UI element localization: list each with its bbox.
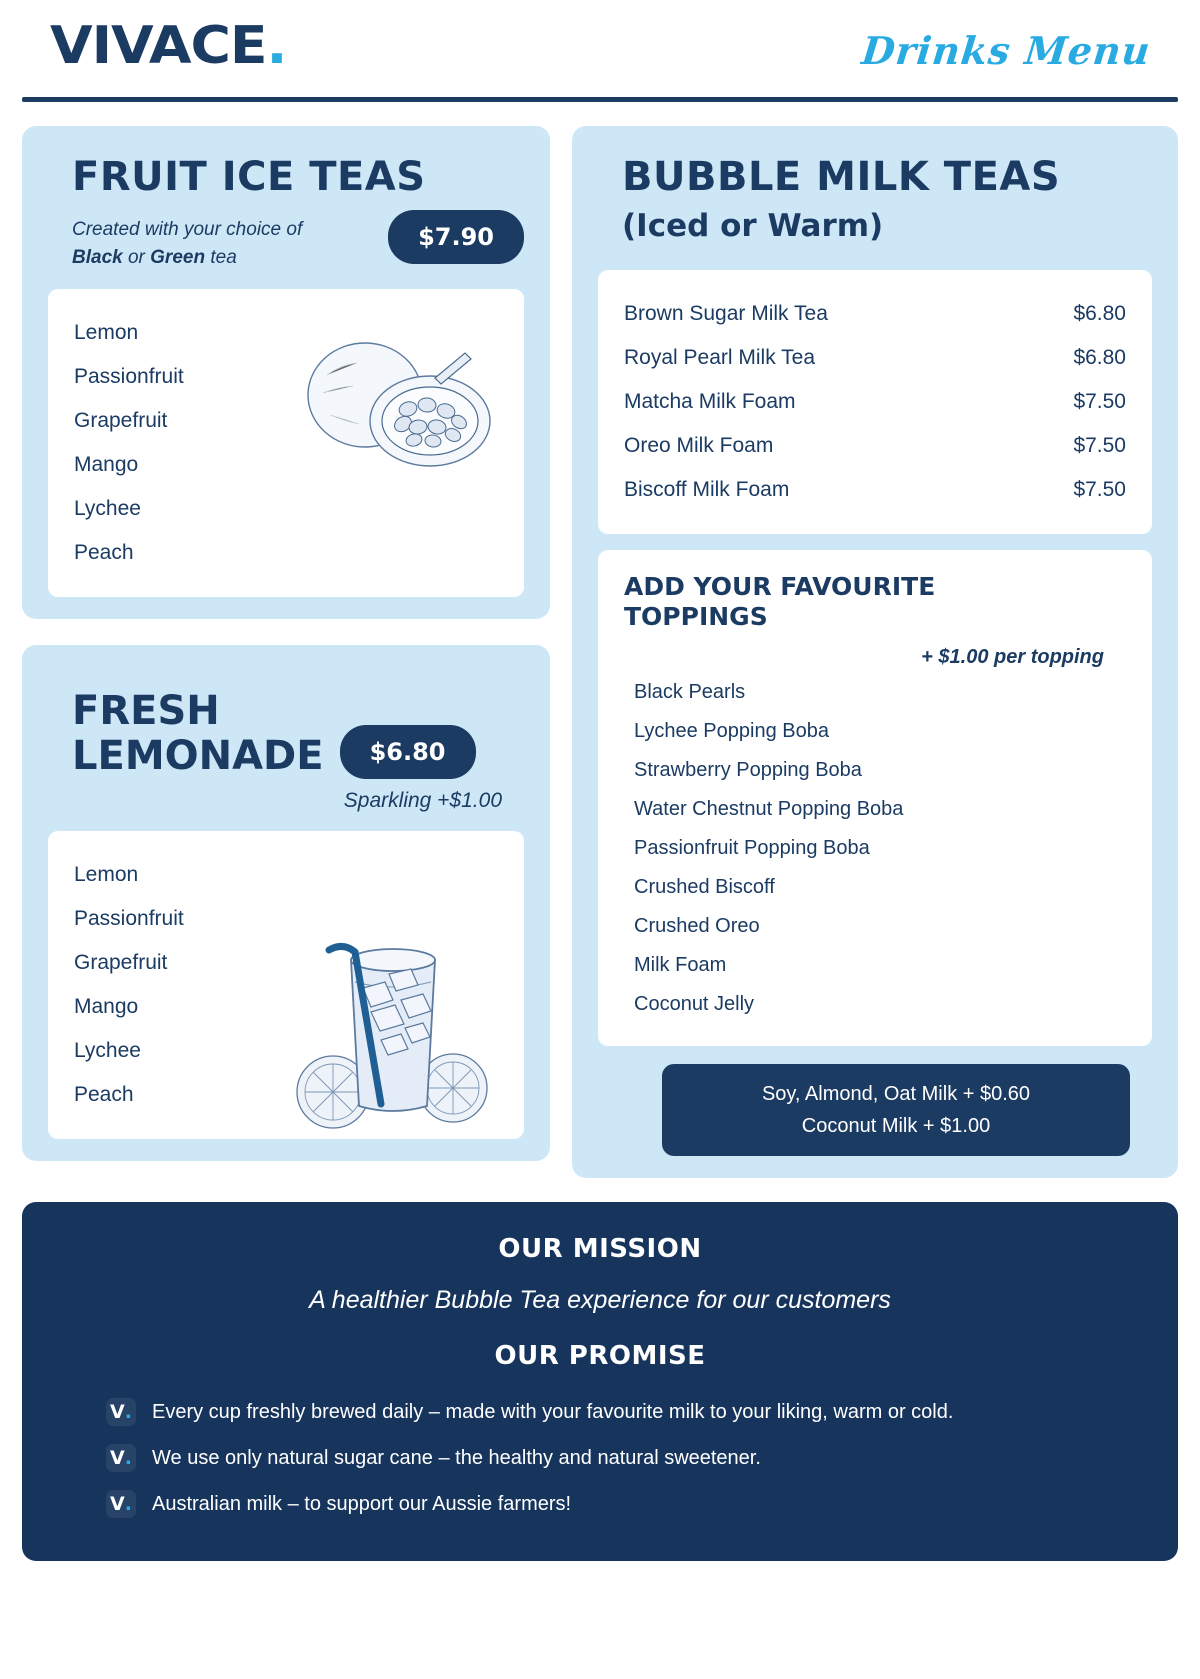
toppings-list [624,673,1126,1024]
fruit-ice-teas-subtitle-row [72,210,524,271]
list-item: Passionfruit [74,907,184,931]
list-item: Lychee Popping Boba [634,720,829,743]
vivace-bullet-icon [106,1398,136,1426]
bubble-milk-teas-list-card [598,270,1152,534]
list-item: Milk Foam [634,954,727,977]
item-price: $6.80 [1073,302,1126,326]
item-name: Royal Pearl Milk Tea [624,346,816,370]
right-column [572,126,1178,1178]
menu-columns [22,126,1178,1178]
list-item: Peach [74,1083,134,1107]
fruit-ice-teas-flavours-card [48,289,524,597]
milk-option-coconut: Coconut Milk + $1.00 [801,1115,991,1138]
promise-text: We use only natural sugar cane – the healthy and natural sweetener. [152,1446,761,1469]
fruit-ice-teas-panel [22,126,550,619]
item-name: Matcha Milk Foam [624,390,796,414]
subtitle-black: Black [72,246,123,268]
list-item: Grapefruit [74,951,168,975]
fresh-lemonade-panel [22,645,550,1161]
fresh-lemonade-note: Sparkling +$1.00 [343,789,502,813]
toppings-price-note: + $1.00 per topping [921,646,1104,669]
left-column [22,126,550,1161]
list-item [106,1481,1138,1527]
toppings-card [598,550,1152,1046]
fruit-ice-teas-title: FRUIT ICE TEAS [72,154,426,200]
list-item: Grapefruit [74,409,168,433]
toppings-title: ADD YOUR FAVOURITE TOPPINGS [624,572,936,632]
item-name: Biscoff Milk Foam [624,478,790,502]
bullet-dot: . [124,1400,132,1423]
mission-promise-footer [22,1202,1178,1561]
fresh-lemonade-price: $6.80 [340,725,476,779]
promise-list [62,1389,1138,1527]
list-item: Lemon [74,321,139,345]
list-item: Lemon [74,863,139,887]
fresh-lemonade-title [72,689,324,779]
list-item: Water Chestnut Popping Boba [634,798,904,821]
list-item: Lychee [74,497,141,521]
list-item: Mango [74,995,139,1019]
brand-logo [50,16,286,76]
table-row [624,380,1126,424]
subtitle-green: Green [150,246,206,268]
list-item: Strawberry Popping Boba [634,759,862,782]
table-row [624,292,1126,336]
bubble-milk-teas-title: BUBBLE MILK TEAS [622,154,1061,200]
fresh-lemonade-flavour-list [74,853,498,1117]
promise-title: OUR PROMISE [494,1341,706,1372]
vivace-bullet-icon [106,1490,136,1518]
list-item: Passionfruit Popping Boba [634,837,870,860]
list-item: Crushed Biscoff [634,876,775,899]
table-row [624,468,1126,512]
bullet-dot: . [124,1446,132,1469]
brand-dot: . [266,16,287,76]
page-header [22,0,1178,102]
lemonade-title-line-1: FRESH [72,688,220,735]
list-item [106,1389,1138,1435]
milk-options-box [662,1064,1130,1156]
list-item: Coconut Jelly [634,993,755,1016]
item-price: $7.50 [1073,434,1126,458]
drinks-menu-title: Drinks Menu [859,28,1153,73]
bubble-milk-teas-subtitle: (Iced or Warm) [622,208,884,245]
list-item: Passionfruit [74,365,184,389]
bubble-milk-teas-panel [572,126,1178,1178]
item-price: $7.50 [1073,390,1126,414]
header-divider [22,97,1178,102]
list-item: Lychee [74,1039,141,1063]
item-price: $6.80 [1073,346,1126,370]
table-row [624,424,1126,468]
list-item: Mango [74,453,139,477]
list-item: Crushed Oreo [634,915,760,938]
fruit-ice-teas-flavour-list [74,311,498,575]
item-price: $7.50 [1073,478,1126,502]
bullet-letter: V [110,1446,125,1469]
subtitle-tea: tea [205,246,237,268]
bullet-dot: . [124,1492,132,1515]
brand-name: VIVACE [50,16,267,76]
subtitle-line-1: Created with your choice of [72,219,303,241]
bullet-letter: V [110,1492,125,1515]
fruit-ice-teas-price: $7.90 [388,210,524,264]
mission-title: OUR MISSION [498,1234,702,1265]
fresh-lemonade-flavours-card [48,831,524,1139]
mission-text: A healthier Bubble Tea experience for our customers [309,1286,891,1315]
fruit-ice-teas-subtitle [72,210,302,271]
bullet-letter: V [110,1400,125,1423]
list-item: Peach [74,541,134,565]
item-name: Brown Sugar Milk Tea [624,302,828,326]
item-name: Oreo Milk Foam [624,434,774,458]
vivace-bullet-icon [106,1444,136,1472]
fresh-lemonade-heading [72,689,524,779]
subtitle-or: or [122,246,151,268]
list-item: Black Pearls [634,681,746,704]
list-item [106,1435,1138,1481]
promise-text: Every cup freshly brewed daily – made with your favourite milk to your liking, warm or cold. [152,1400,954,1423]
table-row [624,336,1126,380]
milk-option-alt: Soy, Almond, Oat Milk + $0.60 [761,1083,1031,1106]
promise-text: Australian milk – to support our Aussie farmers! [152,1492,572,1515]
lemonade-title-line-2: LEMONADE [72,733,324,780]
